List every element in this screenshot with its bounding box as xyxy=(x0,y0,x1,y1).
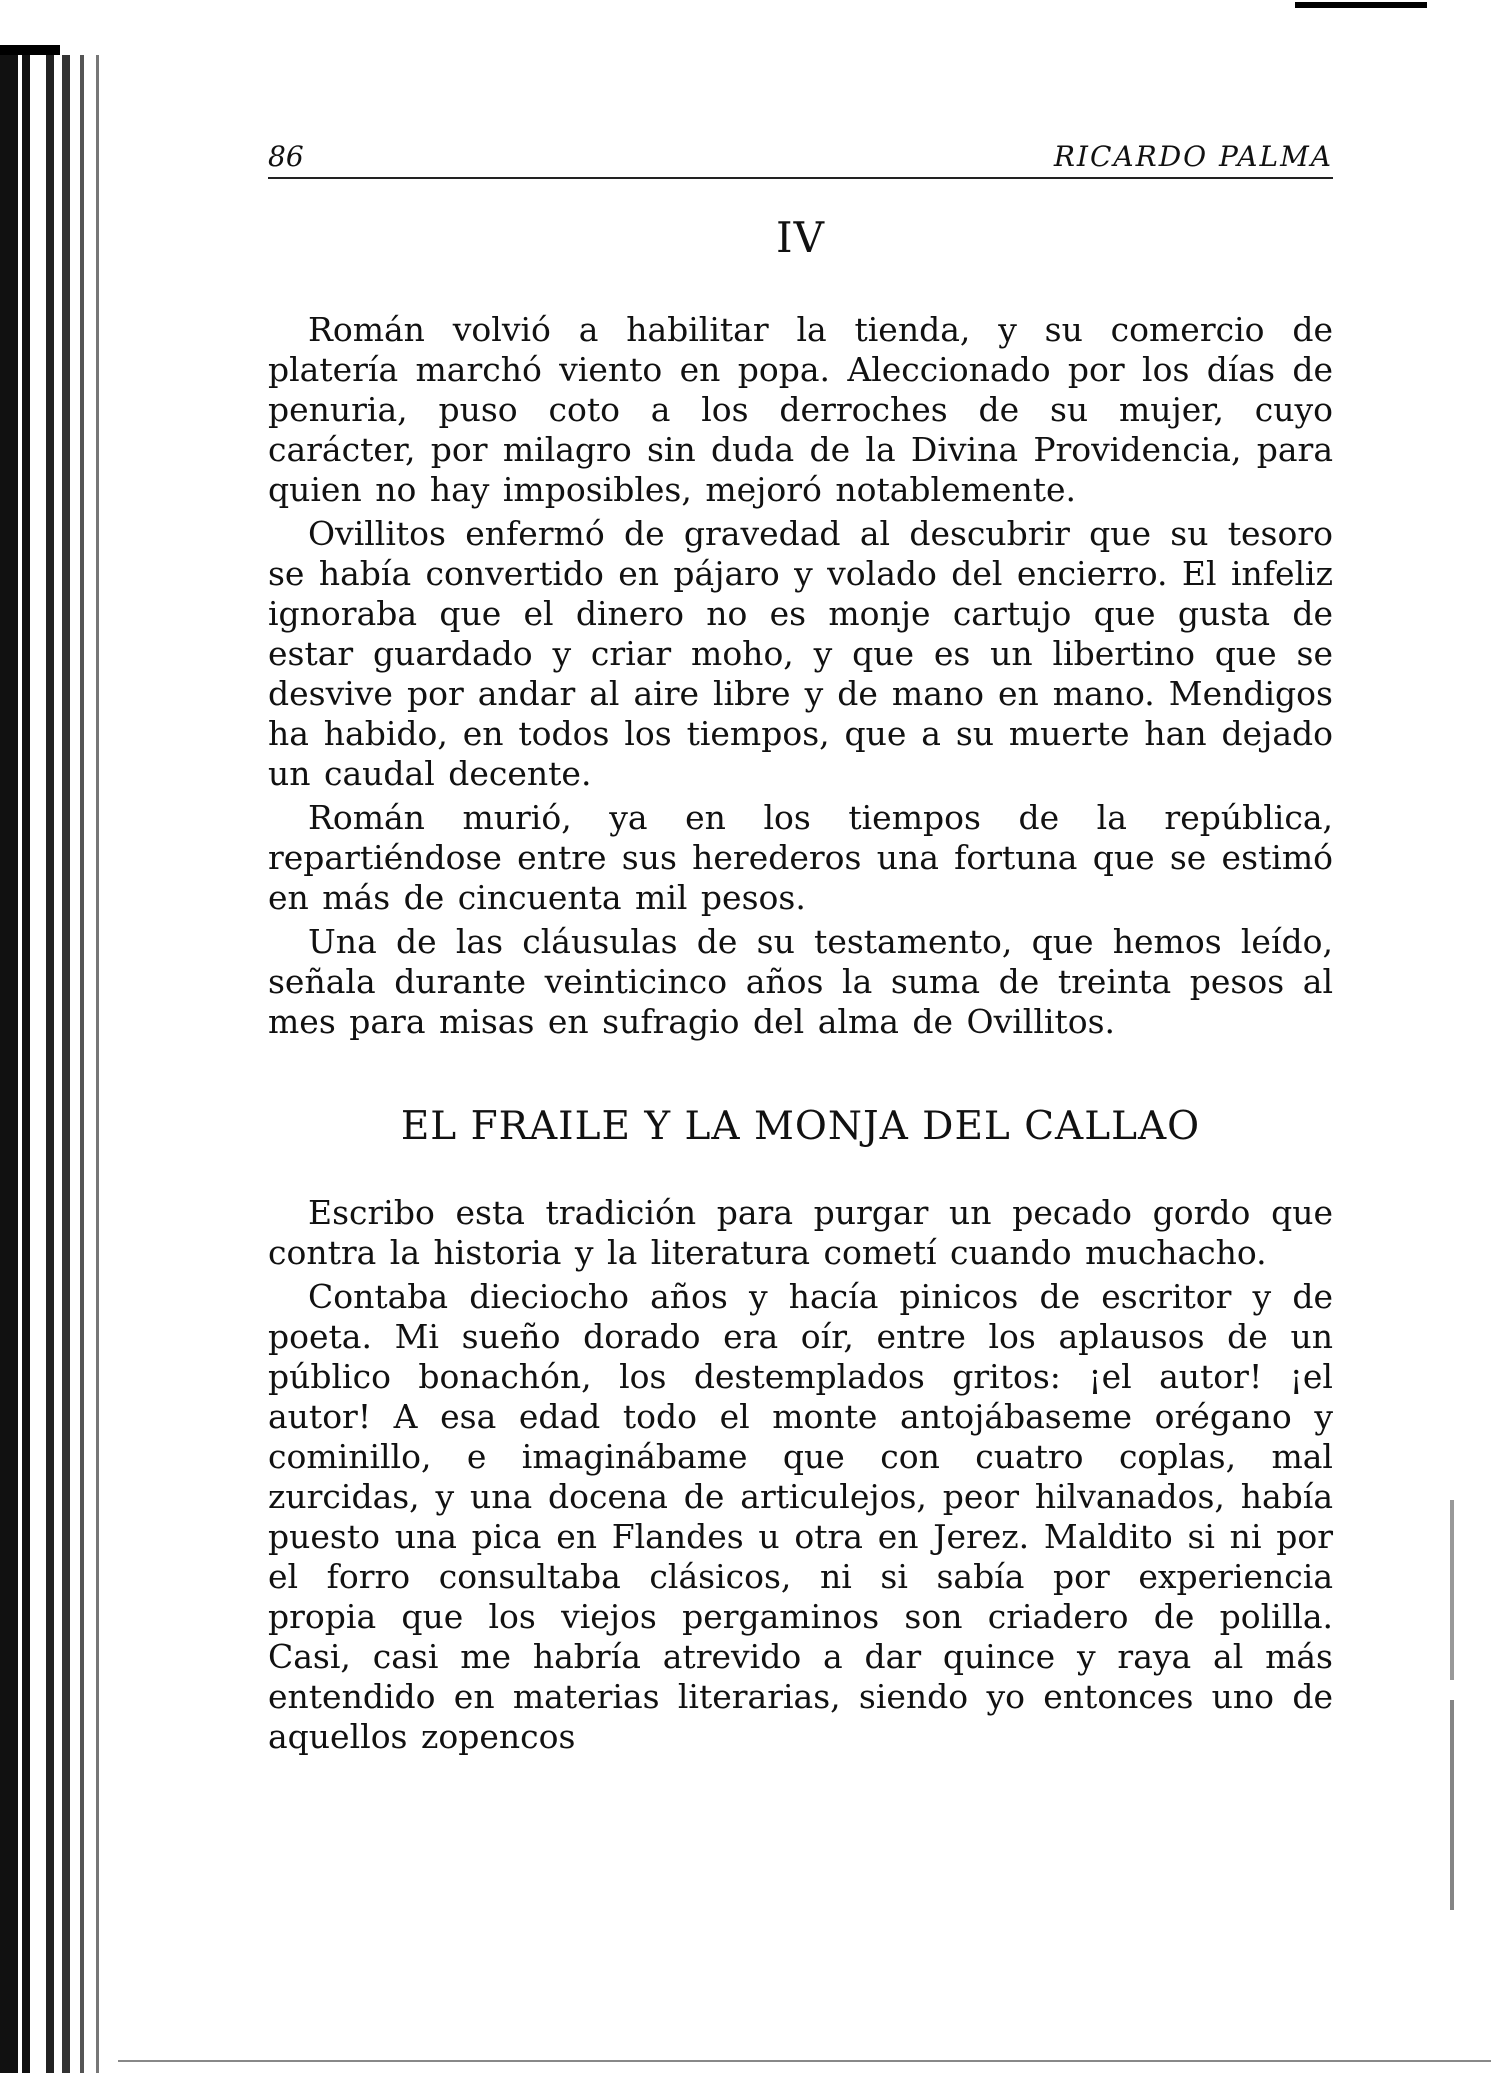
scan-speckle xyxy=(1450,1700,1454,1910)
running-header xyxy=(268,135,1333,179)
paragraph: Escribo esta tradición para purgar un pecado gordo que contra la historia y la literatura cometí cuando muchacho. xyxy=(268,1193,1333,1272)
page-number: 86 xyxy=(268,140,304,173)
section-number: IV xyxy=(776,213,825,262)
scan-speckle xyxy=(1450,1500,1454,1680)
running-title: RICARDO PALMA xyxy=(1053,140,1333,173)
paragraph: Román volvió a habilitar la tienda, y su comercio de platería marchó viento en popa. Aleccionado por los días de penuria, puso coto a los derroches de su mujer, cuyo carácter, por milagro sin duda de la Divina Providencia, para quien no hay imposibles, mejoró notablemente. xyxy=(268,310,1333,509)
story-body xyxy=(268,1193,1333,1757)
book-page xyxy=(268,135,1333,1761)
book-binding-edge xyxy=(0,55,118,2073)
story-title: EL FRAILE Y LA MONJA DEL CALLAO xyxy=(400,1104,1201,1149)
paragraph: Román murió, ya en los tiempos de la república, repartiéndose entre sus herederos una fortuna que se estimó en más de cincuenta mil pesos. xyxy=(268,798,1333,917)
paragraph: Una de las cláusulas de su testamento, que hemos leído, señala durante veinticinco años la suma de treinta pesos al mes para misas en sufragio del alma de Ovillitos. xyxy=(268,922,1333,1041)
paragraph: Ovillitos enfermó de gravedad al descubrir que su tesoro se había convertido en pájaro y volado del encierro. El infeliz ignoraba que el dinero no es monje cartujo que gusta de estar guardado y criar moho, y que es un libertino que se desvive por andar al aire libre y de mano en mano. Mendigos ha habido, en todos los tiempos, que a su muerte han dejado un caudal decente. xyxy=(268,514,1333,793)
paragraph: Contaba dieciocho años y hacía pinicos de escritor y de poeta. Mi sueño dorado era oír, entre los aplausos de un público bonachón, los destemplados gritos: ¡el autor! ¡el autor! A esa edad todo el monte antojábaseme orégano y cominillo, e imaginábame que con cuatro coplas, mal zurcidas, y una docena de articulejos, peor hilvanados, había puesto una pica en Flandes u otra en Jerez. Maldito si ni por el forro consultaba clásicos, ni si sabía por experiencia propia que los viejos pergaminos son criadero de polilla. Casi, casi me habría atrevido a dar quince y raya al más entendido en materias literarias, siendo yo entonces uno de aquellos zopencos xyxy=(268,1277,1333,1756)
section-body xyxy=(268,310,1333,1042)
bottom-page-edge xyxy=(118,2060,1491,2062)
top-edge-mark xyxy=(1295,0,1427,10)
